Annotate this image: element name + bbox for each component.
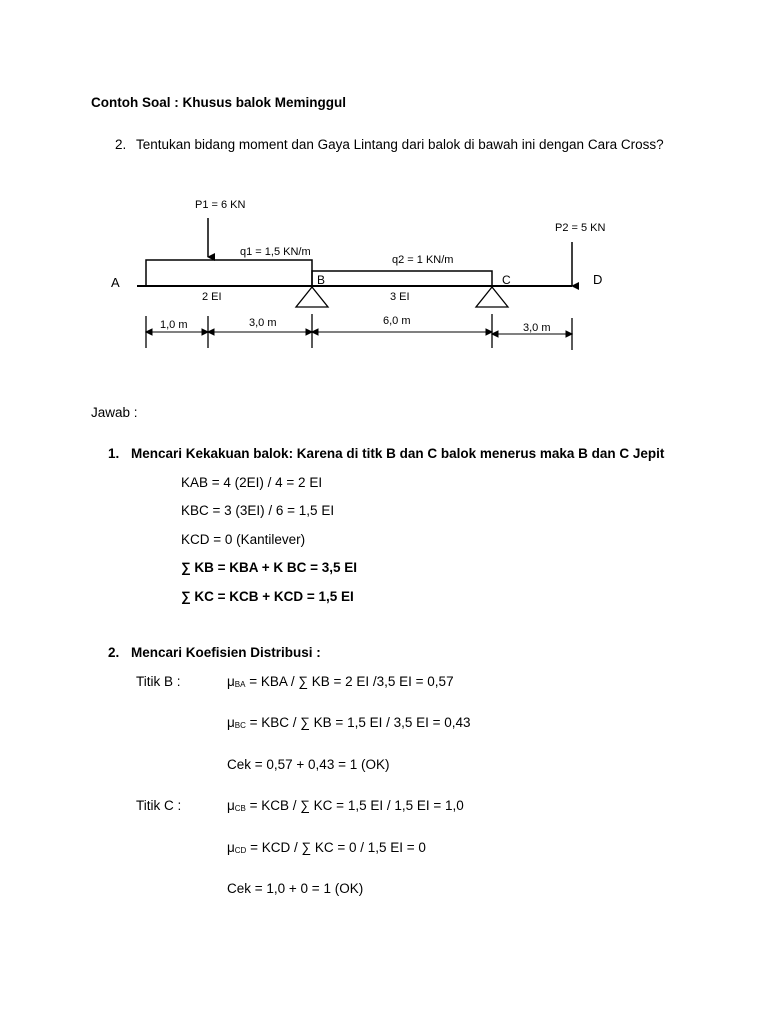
step1-line: ∑ KC = KCB + KCD = 1,5 EI (181, 589, 354, 604)
node-d-label: D (593, 272, 603, 287)
mu-bc-formula: $\mu_{BC}$ = KBC / ∑ KB = 1,5 EI / 3,5 EI = 0,43 (227, 715, 471, 730)
titik-b-label: Titik B : (136, 674, 181, 689)
q2-label: q2 = 1 KN/m (392, 254, 454, 266)
dim-2-label: 3,0 m (249, 317, 277, 329)
support-b-icon (296, 287, 328, 307)
load-q1-block (146, 260, 312, 286)
dimension-lines (146, 329, 572, 337)
node-a-label: A (111, 275, 120, 290)
beam-diagram (0, 190, 768, 360)
step1-line: KAB = 4 (2EI) / 4 = 2 EI (181, 475, 323, 490)
mu-cd-formula: $\mu_{CD}$ = KCD / ∑ KC = 0 / 1,5 EI = 0 (227, 840, 426, 855)
ei-ab-label: 2 EI (202, 291, 222, 303)
step2-number: 2. (108, 645, 120, 660)
p1-label: P1 = 6 KN (195, 199, 246, 211)
dim-4-label: 3,0 m (523, 322, 551, 334)
q1-label: q1 = 1,5 KN/m (240, 246, 311, 258)
ei-bc-label: 3 EI (390, 291, 410, 303)
cek-b-line: Cek = 0,57 + 0,43 = 1 (OK) (227, 757, 390, 772)
page-title: Contoh Soal : Khusus balok Meminggul (91, 95, 346, 110)
mu-ba-formula: $\mu_{BA}$ = KBA / ∑ KB = 2 EI /3,5 EI = 0,57 (227, 674, 454, 689)
step1-line: KCD = 0 (Kantilever) (181, 532, 306, 547)
cek-c-line: Cek = 1,0 + 0 = 1 (OK) (227, 881, 364, 896)
load-q2-block (312, 271, 492, 286)
question-number: 2. (115, 137, 127, 152)
question-text: Tentukan bidang moment dan Gaya Lintang dari balok di bawah ini dengan Cara Cross? (136, 137, 664, 152)
node-c-label: C (502, 273, 511, 287)
step1-line: ∑ KB = KBA + K BC = 3,5 EI (181, 560, 358, 575)
step1-line: KBC = 3 (3EI) / 6 = 1,5 EI (181, 503, 335, 518)
step1-title: Mencari Kekakuan balok: Karena di titk B dan C balok menerus maka B dan C Jepit (131, 446, 665, 461)
mu-cb-formula: $\mu_{CB}$ = KCB / ∑ KC = 1,5 EI / 1,5 EI = 1,0 (227, 798, 464, 813)
dim-1-label: 1,0 m (160, 319, 188, 331)
dim-3-label: 6,0 m (383, 315, 411, 327)
support-c-icon (476, 287, 508, 307)
step2-title: Mencari Koefisien Distribusi : (131, 645, 321, 660)
titik-c-label: Titik C : (136, 798, 182, 813)
answer-label: Jawab : (91, 405, 138, 420)
node-b-label: B (317, 273, 326, 287)
p2-label: P2 = 5 KN (555, 222, 606, 234)
step1-number: 1. (108, 446, 120, 461)
